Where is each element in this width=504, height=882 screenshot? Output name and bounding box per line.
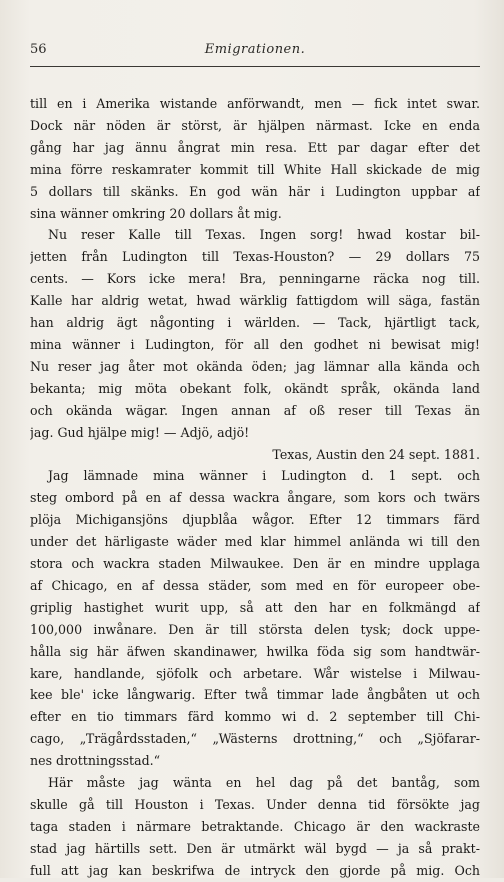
text-line: plöja Michigansjöns djupblåa wågor. Efter 12 timmars färd: [30, 512, 480, 528]
text-line: mina förre reskamrater kommit till White Hall skickade de mig: [30, 161, 480, 177]
text-line: stad jag härtills sett. Den är utmärkt wäl bygd — ja så prakt-: [30, 840, 480, 856]
text-line: kee ble' icke långwarig. Efter twå timmar lade ångbåten ut och: [30, 687, 480, 703]
text-line: mina wänner i Ludington, för all den godhet ni bewisat mig!: [30, 336, 480, 352]
text-line: bekanta; mig möta obekant folk, okändt språk, okända land: [30, 380, 480, 396]
header-rule: [30, 66, 480, 67]
text-line: Här måste jag wänta en hel dag på det bantåg, som: [48, 775, 480, 791]
text-line: och okända wägar. Ingen annan af oß reser till Texas än: [30, 402, 480, 418]
text-line: till en i Amerika wistande anförwandt, men — fick intet swar.: [30, 96, 480, 111]
text-line: han aldrig ägt någonting i wärlden. — Tack, hjärtligt tack,: [30, 315, 480, 331]
text-line: skulle gå till Houston i Texas. Under denna tid försökte jag: [30, 797, 480, 812]
text-line: efter en tio timmars färd kommo wi d. 2 september till Chi-: [30, 709, 480, 725]
text-line: Jag lämnade mina wänner i Ludington d. 1 sept. och: [48, 468, 480, 484]
text-line: griplig hastighet wurit upp, så att den har en folkmängd af: [30, 599, 480, 615]
text-line: Nu reser jag åter mot okända öden; jag lämnar alla kända och: [30, 358, 480, 374]
text-line: hålla sig här äfwen skandinawer, hwilka föda sig som handtwär-: [30, 643, 480, 659]
text-line: 5 dollars till skänks. En god wän här i Ludington uppbar af: [30, 183, 480, 199]
text-line: taga staden i närmare betraktande. Chicago är den wackraste: [30, 818, 480, 834]
text-line: nes drottningsstad.“: [30, 753, 161, 769]
dateline: Texas, Austin den 24 sept. 1881.: [272, 446, 480, 462]
text-line: jag. Gud hjälpe mig! — Adjö, adjö!: [30, 424, 250, 440]
body-text: [30, 93, 480, 882]
text-line: Dock när nöden är störst, är hjälpen närmast. Icke en enda: [30, 117, 480, 133]
text-line: steg ombord på en af dessa wackra ångare, som kors och twärs: [30, 490, 480, 506]
text-line: kare, handlande, sjöfolk och arbetare. Wår wistelse i Milwau-: [30, 665, 480, 681]
text-line: af Chicago, en af dessa städer, som med en för europeer obe-: [30, 577, 480, 593]
text-line: Kalle har aldrig wetat, hwad wärklig fattigdom will säga, fastän: [30, 293, 480, 309]
text-line: sina wänner omkring 20 dollars åt mig.: [30, 205, 282, 221]
page-number: 56: [30, 42, 47, 57]
text-line: gång har jag ännu ångrat min resa. Ett par dagar efter det: [30, 139, 480, 155]
text-line: stora och wackra staden Milwaukee. Den är en mindre upplaga: [30, 556, 480, 572]
text-line: 100,000 inwånare. Den är till största delen tysk; dock uppe-: [30, 621, 480, 637]
text-line: cents. — Kors icke mera! Bra, penningarne räcka nog till.: [30, 271, 480, 287]
text-line: full att jag kan beskrifwa de intryck den gjorde på mig. Och: [30, 862, 480, 878]
running-title: Emigrationen.: [204, 42, 306, 57]
text-line: jetten från Ludington till Texas-Houston? — 29 dollars 75: [30, 249, 480, 265]
running-head: [30, 42, 480, 64]
text-line: Nu reser Kalle till Texas. Ingen sorg! hwad kostar bil-: [48, 227, 480, 243]
text-line: cago, „Trägårdsstaden,“ „Wästerns drottning,“ och „Sjöfarar-: [30, 731, 480, 747]
text-line: under det härligaste wäder med klar himmel anlända wi till den: [30, 534, 480, 550]
